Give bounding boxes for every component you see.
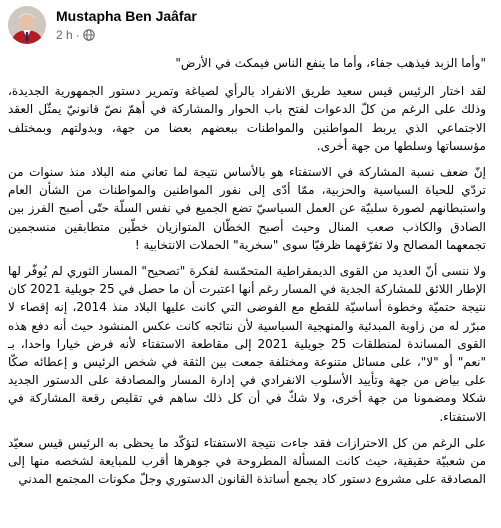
post-meta: [56, 28, 95, 42]
globe-icon: [83, 29, 95, 41]
post-timestamp[interactable]: 2 h: [56, 28, 73, 42]
author-avatar[interactable]: [8, 6, 46, 44]
post-paragraph: إنّ ضعف نسبة المشاركة في الاستفتاء هو بالأساس نتيجة لما تعاني منه البلاد منذ سنوات من تردّي للحياة السياسية والحزبية، ممّا أدّى إلى نفور المواطنين والمواطنات من الشأن العام واستبطانهم لصورة سلبيّة عن العمل السياسيّ تضع الجميع في نفس السلّة حتّى أصبح الفرز بين الصادق والكاذب صعب المنال وحيث أصبح الخطّان المتوازيان خطّين متطابقين منسجمين تجمعهما المصالح ولا تفرّقهما ظرفيّا سوى "سخرية" الحملات الانتخابية !: [8, 165, 486, 252]
post-paragraph: لقد اختار الرئيس قيس سعيد طريق الانفراد بالرأي لصياغة وتمرير دستور الجمهورية الجديدة، وذلك على الرغم من كلّ الدعوات لفتح باب الحوار والمشاركة في أهمّ نصّ قانونيّ يمثّل العقد الاجتماعي الذي يربط المواطنين والمواطنات ببعضهم بعضا من جهة، وبدولتهم وبمختلف مؤسساتها وسلطها من جهة أخرى.: [8, 84, 486, 153]
post-paragraph: على الرغم من كل الاحترازات فقد جاءت نتيجة الاستفتاء لتؤكّد ما يحظى به الرئيس قيس سعيّد من شعبيّة حقيقية، حيث كانت المسألة المطروحة في جوهرها أقرب للمبايعة لشخصه منها إلى المصادقة على مشروع دستور كاد يجمع أساتذة القانون الدستوري وجلّ مكونات المجتمع المدني: [8, 435, 486, 487]
post-header: [0, 0, 501, 50]
author-name[interactable]: Mustapha Ben Jaâfar: [56, 8, 197, 24]
meta-separator: ·: [75, 28, 80, 42]
post-paragraph: ولا ننسى أنّ العديد من القوى الديمقراطية المتحمّسة لفكرة "تصحيح" المسار الثوري لم يُوفّر لها الإطار اللائق للمشاركة الجدية في المسار رغم أنها اعتبرت أن ما حصل في 25 جويلية 2021 كان نتيجة حتميّة وخطوة أساسيّة للقطع مع الفوضى التي كانت عليها البلاد منذ 2014، إنه إقصاء لا مبرّر له من زاوية المبدئية والمنهجية السياسية لأن نتائجه كانت عكس المنشود حيث أنه دفع هذه القوى المساندة لمنطلقات 25 جويلية 2021 إلى مقاطعة الاستفتاء لأنه فرض خيارا واحدا، بـ "نعم" أو "لا"، على مسائل متنوعة ومختلفة جمعت بين الثقة في شخص الرئيس و إعطائه صكّا على بياض من جهة وتأييد الأسلوب الانفرادي في إدارة المسار والمصادقة على الدستور الجديد شكلا ومضمونا من جهة أخرى، ولا شكّ في أن كل ذلك ساهم في تقليص رقعة المشاركة في الاستفتاء.: [8, 264, 487, 424]
post-body: [8, 54, 486, 496]
post-quote: "وأما الزبد فيذهب جفاء، وأما ما ينفع الناس فيمكث في الأرض": [175, 56, 486, 70]
avatar-portrait: [8, 6, 46, 44]
